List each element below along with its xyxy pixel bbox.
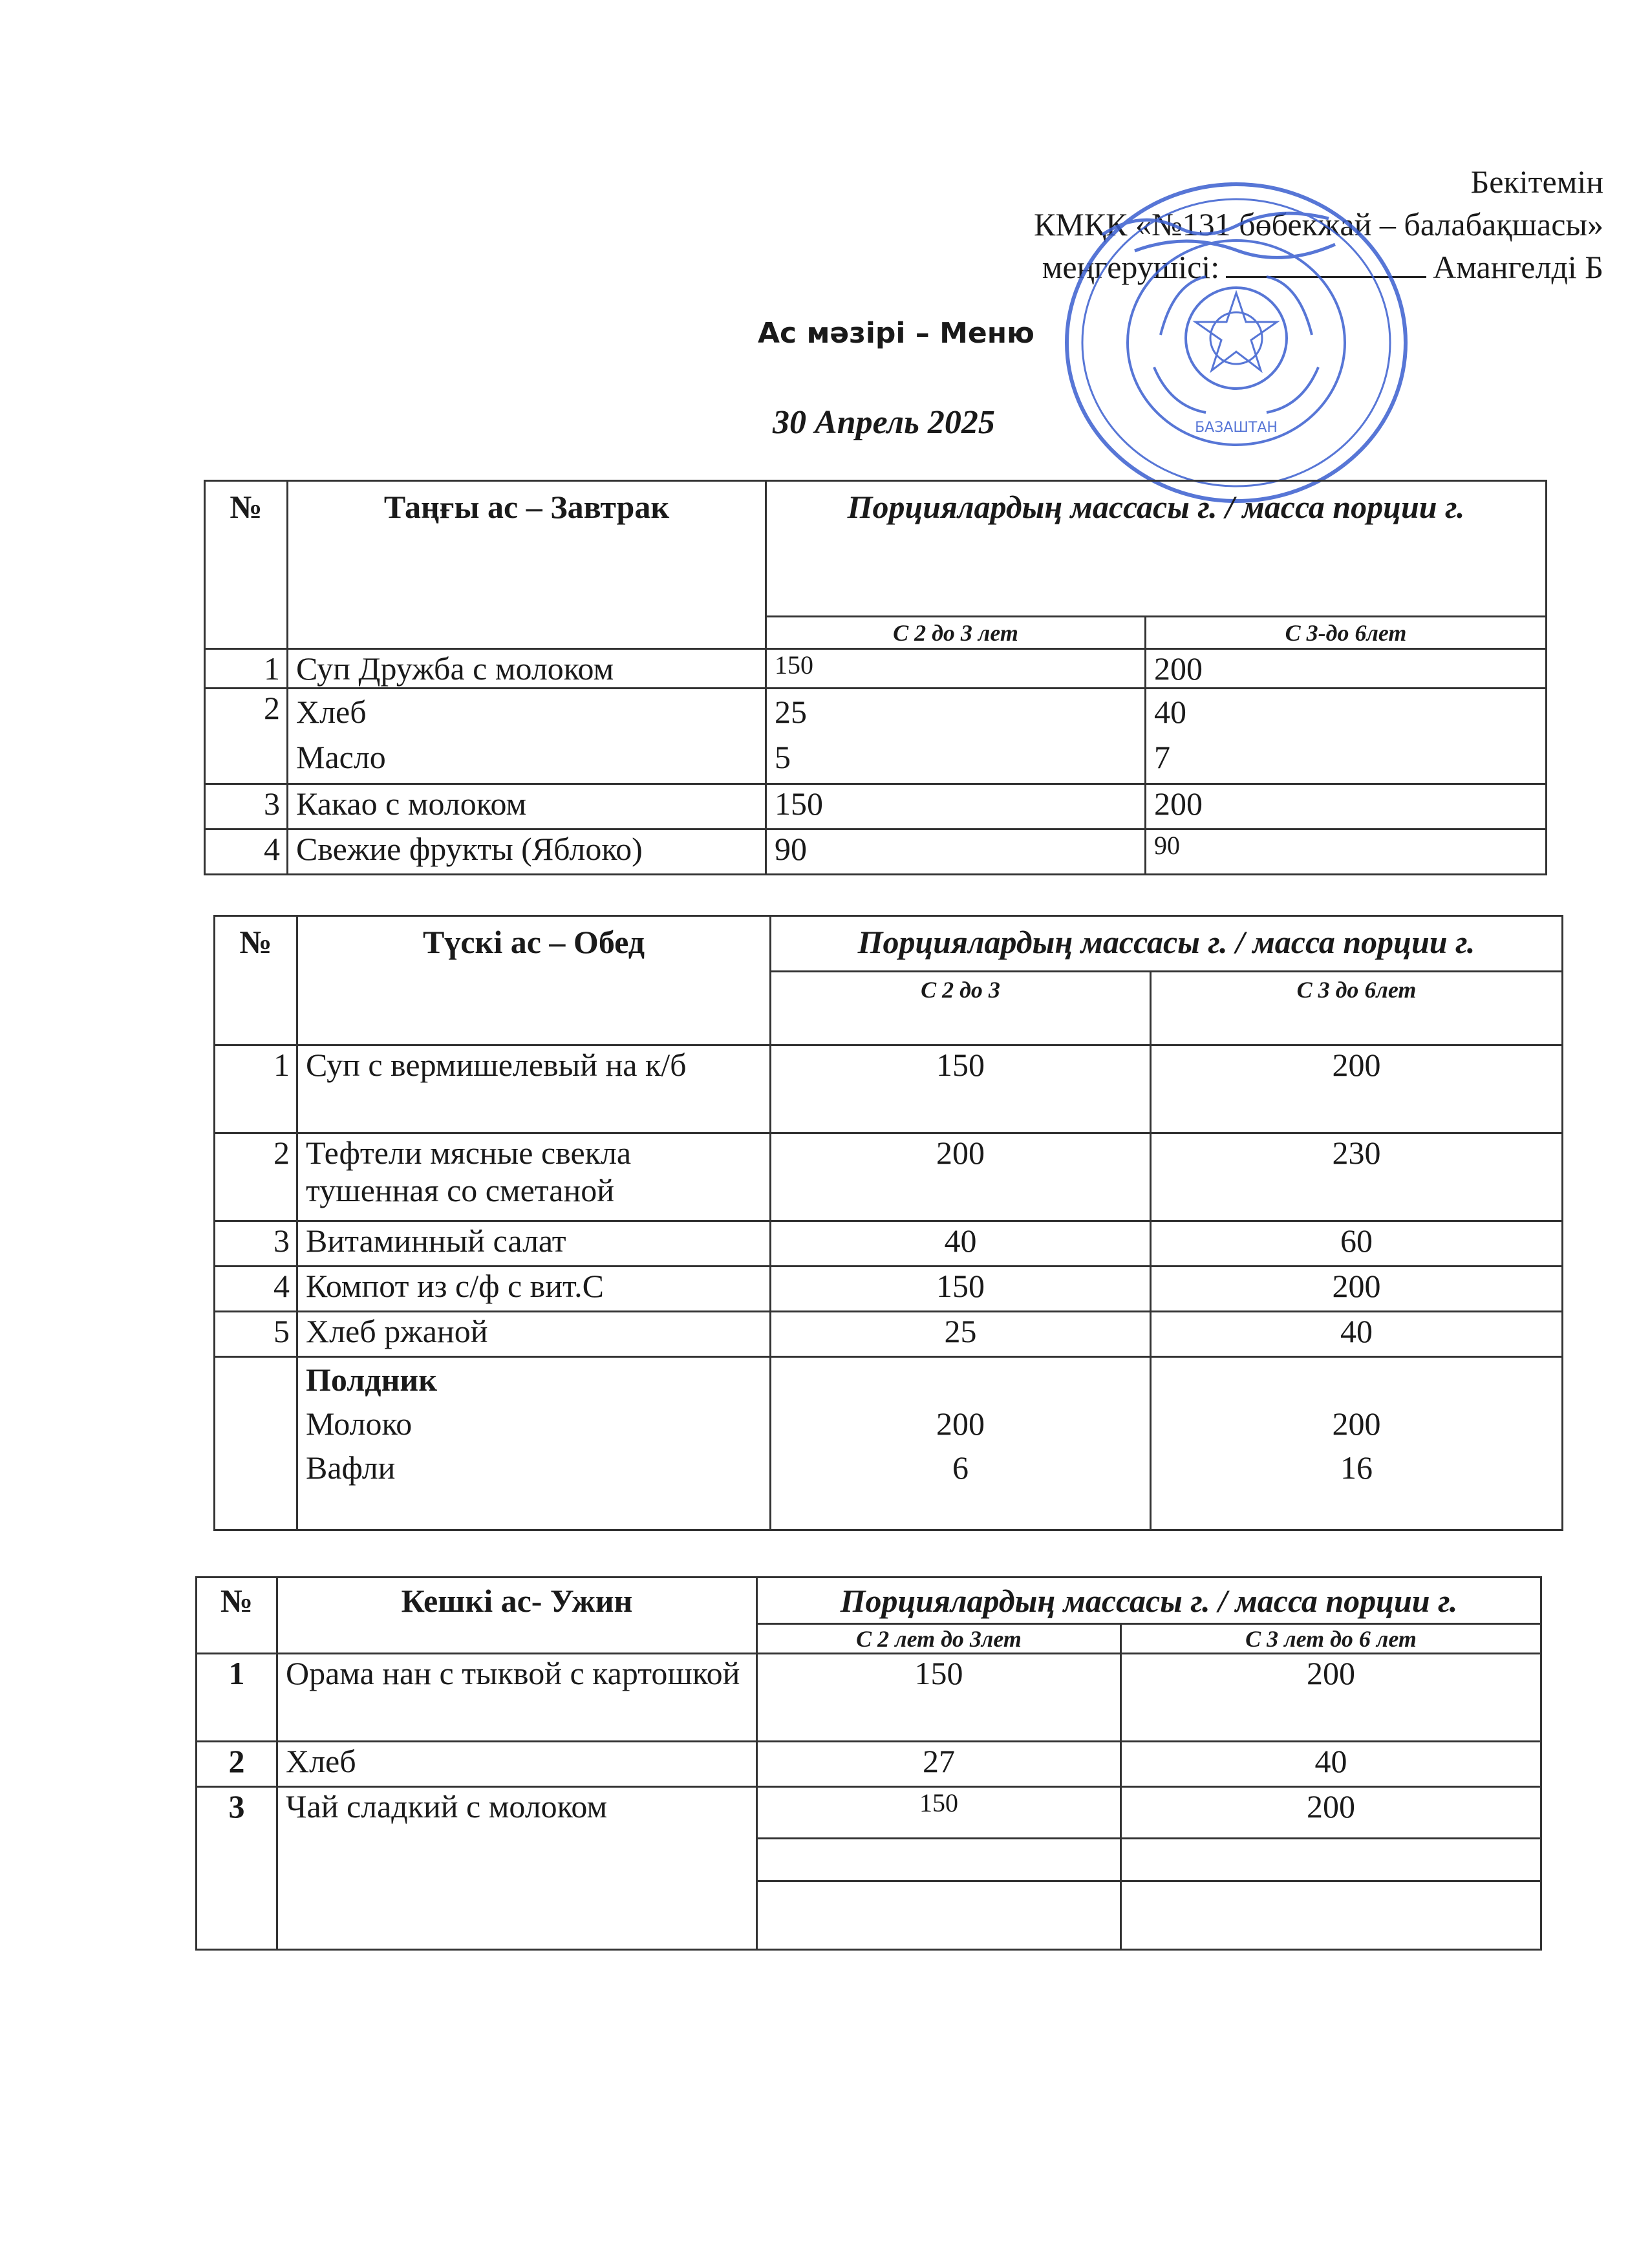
header-meal: Түскі ас – Обед bbox=[297, 916, 771, 1045]
portion-3-6 bbox=[1146, 689, 1547, 784]
row-number: 3 bbox=[205, 784, 288, 829]
empty-cell bbox=[757, 1839, 1121, 1881]
dish-name: Хлеб bbox=[277, 1742, 757, 1787]
dish-name: Компот из с/ф с вит.С bbox=[297, 1267, 771, 1312]
header-meal: Таңғы ас – Завтрак bbox=[288, 481, 766, 649]
lunch-table bbox=[213, 915, 1563, 1531]
portion-2-3 bbox=[771, 1357, 1151, 1530]
approval-title: Бекітемін bbox=[1470, 164, 1603, 200]
breakfast-table bbox=[204, 480, 1547, 875]
portion-2-3: 25 bbox=[771, 1312, 1151, 1357]
value-line: 5 bbox=[775, 739, 791, 775]
menu-date: 30 Апрель 2025 bbox=[773, 404, 995, 441]
portion-2-3: 150 bbox=[757, 1654, 1121, 1742]
row-number: 2 bbox=[197, 1742, 277, 1787]
row-number: 1 bbox=[205, 649, 288, 689]
portion-2-3: 150 bbox=[771, 1045, 1151, 1133]
empty-cell bbox=[1121, 1839, 1541, 1881]
portion-3-6: 200 bbox=[1146, 649, 1547, 689]
table-row bbox=[205, 784, 1547, 829]
value-line: 200 bbox=[936, 1406, 985, 1442]
table-row bbox=[197, 1742, 1541, 1787]
dish-name: Тефтели мясные свекла тушенная со сметаной bbox=[297, 1133, 771, 1221]
portion-3-6: 90 bbox=[1146, 829, 1547, 875]
snack-row bbox=[215, 1357, 1563, 1530]
header-portion-mass: Порциялардың массасы г. / масса порции г. bbox=[757, 1578, 1541, 1624]
dinner-table bbox=[195, 1576, 1542, 1951]
row-number: 5 bbox=[215, 1312, 297, 1357]
table-row bbox=[205, 829, 1547, 875]
table-row bbox=[197, 1654, 1541, 1742]
portion-3-6 bbox=[1151, 1357, 1563, 1530]
portion-3-6: 60 bbox=[1151, 1221, 1563, 1267]
row-number: 2 bbox=[215, 1133, 297, 1221]
portion-3-6: 40 bbox=[1151, 1312, 1563, 1357]
portion-2-3: 150 bbox=[766, 784, 1146, 829]
snack-title: Полдник bbox=[306, 1362, 438, 1398]
age-group-2: С 3-до 6лет bbox=[1146, 617, 1547, 649]
official-stamp bbox=[1057, 173, 1416, 509]
row-number: 3 bbox=[215, 1221, 297, 1267]
row-number: 1 bbox=[197, 1654, 277, 1742]
dish-name bbox=[288, 689, 766, 784]
approval-position: меңгерушісі: bbox=[1042, 249, 1220, 285]
value-line: 16 bbox=[1340, 1450, 1373, 1486]
table-row bbox=[215, 1133, 1563, 1221]
age-group-1: С 2 до 3 bbox=[771, 972, 1151, 1045]
portion-2-3: 40 bbox=[771, 1221, 1151, 1267]
portion-2-3 bbox=[766, 689, 1146, 784]
svg-text:БАЗАШТАН: БАЗАШТАН bbox=[1195, 420, 1278, 436]
portion-3-6: 200 bbox=[1121, 1787, 1541, 1839]
row-number: 4 bbox=[205, 829, 288, 875]
table-row bbox=[215, 1312, 1563, 1357]
dish-name: Витаминный салат bbox=[297, 1221, 771, 1267]
table-row bbox=[215, 1045, 1563, 1133]
header-portion-mass: Порциялардың массасы г. / масса порции г. bbox=[771, 916, 1563, 972]
portion-3-6: 200 bbox=[1151, 1045, 1563, 1133]
portion-3-6: 200 bbox=[1121, 1654, 1541, 1742]
portion-3-6: 200 bbox=[1146, 784, 1547, 829]
row-number: 3 bbox=[197, 1787, 277, 1950]
snack-items bbox=[297, 1357, 771, 1530]
row-number: 1 bbox=[215, 1045, 297, 1133]
row-number: 2 bbox=[205, 689, 288, 784]
dish-name: Суп с вермишелевый на к/б bbox=[297, 1045, 771, 1133]
approval-organization: КМҚК «№131 бөбекжай – балабақшасы» bbox=[1033, 206, 1603, 242]
portion-3-6: 40 bbox=[1121, 1742, 1541, 1787]
empty-cell bbox=[1121, 1881, 1541, 1950]
table-row bbox=[215, 1221, 1563, 1267]
portion-2-3: 150 bbox=[771, 1267, 1151, 1312]
header-number: № bbox=[197, 1578, 277, 1654]
header-portion-mass: Порциялардың массасы г. / масса порции г. bbox=[766, 481, 1547, 617]
menu-title: Ас мәзірі – Меню bbox=[758, 317, 1034, 350]
row-number: 4 bbox=[215, 1267, 297, 1312]
approval-name: Амангелді Б bbox=[1433, 249, 1603, 285]
portion-2-3: 150 bbox=[766, 649, 1146, 689]
dish-name: Свежие фрукты (Яблоко) bbox=[288, 829, 766, 875]
portion-2-3: 27 bbox=[757, 1742, 1121, 1787]
table-row bbox=[205, 649, 1547, 689]
table-row bbox=[197, 1787, 1541, 1839]
age-group-2: С 3 до 6лет bbox=[1151, 972, 1563, 1045]
dish-name: Суп Дружба с молоком bbox=[288, 649, 766, 689]
portion-2-3: 90 bbox=[766, 829, 1146, 875]
snack-item: Вафли bbox=[306, 1450, 396, 1486]
value-line: 7 bbox=[1154, 739, 1170, 775]
value-line: 40 bbox=[1154, 694, 1186, 730]
table-row bbox=[205, 689, 1547, 784]
portion-3-6: 200 bbox=[1151, 1267, 1563, 1312]
header-meal: Кешкі ас- Ужин bbox=[277, 1578, 757, 1654]
value-line: 6 bbox=[952, 1450, 969, 1486]
header-number: № bbox=[205, 481, 288, 649]
snack-item: Молоко bbox=[306, 1406, 412, 1442]
portion-2-3: 150 bbox=[757, 1787, 1121, 1839]
dish-name: Хлеб ржаной bbox=[297, 1312, 771, 1357]
age-group-2: С 3 лет до 6 лет bbox=[1121, 1624, 1541, 1654]
age-group-1: С 2 лет до 3лет bbox=[757, 1624, 1121, 1654]
dish-line: Масло bbox=[296, 739, 386, 775]
row-number bbox=[215, 1357, 297, 1530]
dish-line: Хлеб bbox=[296, 694, 367, 730]
header-number: № bbox=[215, 916, 297, 1045]
value-line: 200 bbox=[1332, 1406, 1381, 1442]
empty-cell bbox=[757, 1881, 1121, 1950]
value-line: 25 bbox=[775, 694, 807, 730]
table-row bbox=[215, 1267, 1563, 1312]
portion-2-3: 200 bbox=[771, 1133, 1151, 1221]
dish-name: Какао с молоком bbox=[288, 784, 766, 829]
portion-3-6: 230 bbox=[1151, 1133, 1563, 1221]
age-group-1: С 2 до 3 лет bbox=[766, 617, 1146, 649]
dish-name: Орама нан с тыквой с картошкой bbox=[277, 1654, 757, 1742]
dish-name: Чай сладкий с молоком bbox=[277, 1787, 757, 1950]
